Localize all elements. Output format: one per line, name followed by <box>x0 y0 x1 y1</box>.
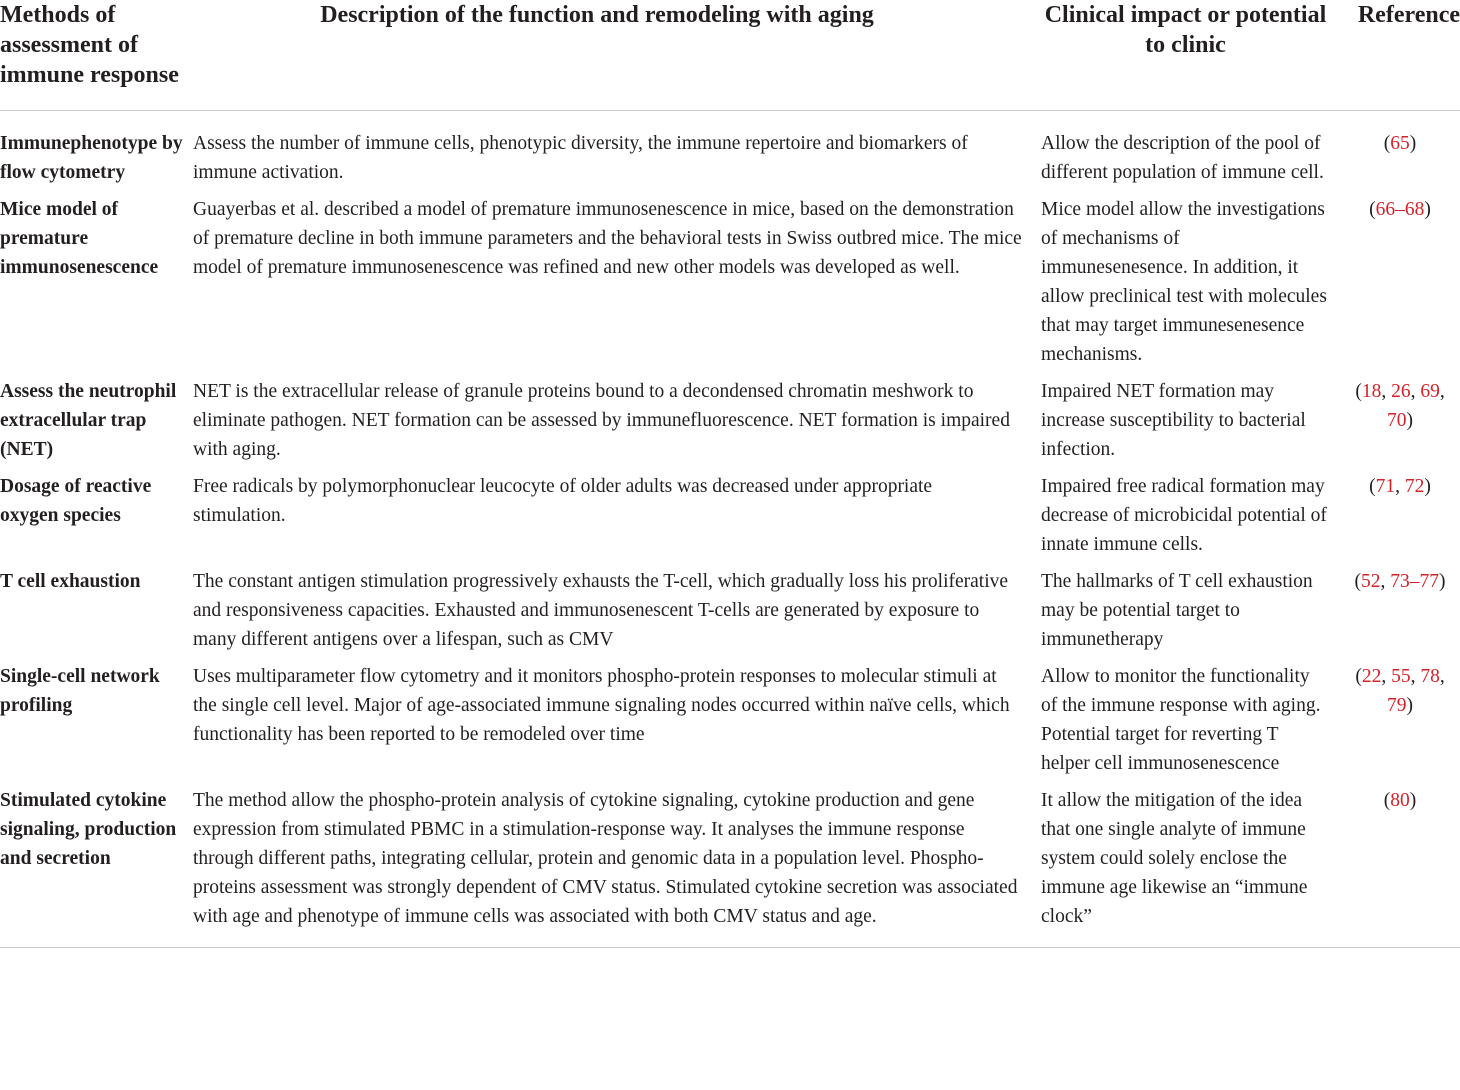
description-cell: Guayerbas et al. described a model of premature immunosenescence in mice, based on the demonstration of premature decline in both immune parameters and the behavioral tests in Swiss outbred mice. The mice model of premature immunosenescence was refined and new other models was developed as well. <box>193 199 1022 278</box>
ref-separator: , <box>1395 476 1405 497</box>
ref-separator: , <box>1439 666 1445 687</box>
ref-separator: , <box>1410 666 1421 687</box>
reference-link[interactable]: 71 <box>1375 476 1396 497</box>
reference-link[interactable]: 66–68 <box>1375 199 1425 220</box>
reference-link[interactable]: 22 <box>1361 666 1382 687</box>
ref-open: ( <box>1355 381 1362 402</box>
description-cell: Uses multiparameter flow cytometry and it monitors phospho-protein responses to molecular stimuli at the single cell level. Major of age-associated immune signaling nodes occurred within naïve cells, which functionality has been reported to be remodeled over time <box>193 666 1010 745</box>
reference-link[interactable]: 73–77 <box>1390 571 1439 592</box>
ref-separator: , <box>1410 381 1421 402</box>
clinical-impact-cell: The hallmarks of T cell exhaustion may be potential target to immunetherapy <box>1041 571 1313 650</box>
clinical-impact-cell: Allow to monitor the functionality of the immune response with aging. Potential target for reverting T helper cell immunosenescence <box>1041 666 1321 774</box>
ref-open: ( <box>1369 476 1376 497</box>
reference-link[interactable]: 80 <box>1390 790 1410 811</box>
method-cell: T cell exhaustion <box>0 571 141 592</box>
reference-link[interactable]: 52 <box>1361 571 1381 592</box>
table-row <box>0 472 1460 567</box>
reference-link[interactable]: 55 <box>1391 666 1411 687</box>
header-reference: Reference <box>1340 0 1460 111</box>
ref-close: ) <box>1406 410 1413 431</box>
ref-open: ( <box>1383 790 1391 811</box>
reference-cell <box>1340 377 1460 472</box>
table-row <box>0 786 1460 948</box>
ref-separator: , <box>1439 381 1445 402</box>
ref-separator: , <box>1380 571 1391 592</box>
ref-close: ) <box>1409 790 1417 811</box>
reference-link[interactable]: 78 <box>1420 666 1440 687</box>
table-header-row <box>0 0 1460 111</box>
clinical-impact-cell: Impaired free radical formation may decrease of microbicidal potential of innate immune cells. <box>1041 476 1327 555</box>
reference-link[interactable]: 26 <box>1391 381 1411 402</box>
reference-link[interactable]: 70 <box>1387 410 1407 431</box>
ref-close: ) <box>1439 571 1446 592</box>
header-description: Description of the function and remodeling with aging <box>193 0 1041 111</box>
reference-cell <box>1340 472 1460 567</box>
ref-open: ( <box>1369 199 1376 220</box>
method-cell: Single-cell network profiling <box>0 666 160 716</box>
reference-link[interactable]: 72 <box>1404 476 1425 497</box>
ref-open: ( <box>1355 666 1362 687</box>
description-cell: Assess the number of immune cells, phenotypic diversity, the immune repertoire and biomarkers of immune activation. <box>193 133 968 183</box>
description-cell: The constant antigen stimulation progressively exhausts the T-cell, which gradually loss his proliferative and responsiveness capacities. Exhausted and immunosenescent T-cells are generated by exposure to many different antigens over a lifespan, such as CMV <box>193 571 1009 650</box>
ref-open: ( <box>1383 133 1391 154</box>
ref-separator: , <box>1381 381 1392 402</box>
reference-cell <box>1340 786 1460 948</box>
reference-cell <box>1340 567 1460 662</box>
method-cell: Assess the neutrophil extracellular trap (NET) <box>0 381 177 460</box>
reference-link[interactable]: 18 <box>1361 381 1382 402</box>
table-row <box>0 377 1460 472</box>
reference-cell <box>1340 662 1460 786</box>
clinical-impact-cell: Mice model allow the investigations of mechanisms of immunesenesence. In addition, it allow preclinical test with molecules that may target immunesenesence mechanisms. <box>1041 199 1327 365</box>
method-cell: Stimulated cytokine signaling, production and secretion <box>0 786 193 948</box>
reference-cell <box>1340 111 1460 196</box>
reference-link[interactable]: 69 <box>1420 381 1440 402</box>
table-row <box>0 567 1460 662</box>
ref-close: ) <box>1409 133 1417 154</box>
method-cell: Mice model of premature immunosenescence <box>0 199 159 278</box>
description-cell: Free radicals by polymorphonuclear leucocyte of older adults was decreased under appropriate stimulation. <box>193 476 933 526</box>
clinical-impact-cell: It allow the mitigation of the idea that one single analyte of immune system could solely enclose the immune age likewise an “immune clock” <box>1041 786 1340 948</box>
reference-cell <box>1340 195 1460 377</box>
ref-open: ( <box>1354 571 1361 592</box>
header-methods: Methods of assessment of immune response <box>0 0 193 111</box>
reference-link[interactable]: 65 <box>1390 133 1410 154</box>
clinical-impact-cell: Allow the description of the pool of different population of immune cell. <box>1041 133 1324 183</box>
table-row <box>0 662 1460 786</box>
ref-close: ) <box>1406 695 1413 716</box>
ref-close: ) <box>1424 476 1431 497</box>
reference-link[interactable]: 79 <box>1387 695 1407 716</box>
method-cell: Immunephenotype by flow cytometry <box>0 133 183 183</box>
description-cell: The method allow the phospho-protein analysis of cytokine signaling, cytokine production and gene expression from stimulated PBMC in a stimulation-response way. It analyses the immune response through different paths, integrating cellular, protein and genomic data in a population level. Phospho-proteins assessment was strongly dependent of CMV status. Stimulated cytokine secretion was associated with age and phenotype of immune cells was associated with both CMV status and age. <box>193 786 1041 948</box>
description-cell: NET is the extracellular release of granule proteins bound to a decondensed chromatin meshwork to eliminate pathogen. NET formation can be assessed by immunefluorescence. NET formation is impaired with aging. <box>193 381 1010 460</box>
method-cell: Dosage of reactive oxygen species <box>0 476 152 526</box>
table-row <box>0 111 1460 196</box>
ref-close: ) <box>1424 199 1431 220</box>
ref-separator: , <box>1381 666 1392 687</box>
clinical-impact-cell: Impaired NET formation may increase susceptibility to bacterial infection. <box>1041 381 1306 460</box>
table-row <box>0 195 1460 377</box>
table-body <box>0 111 1460 948</box>
header-clinical-impact: Clinical impact or potential to clinic <box>1041 0 1340 111</box>
